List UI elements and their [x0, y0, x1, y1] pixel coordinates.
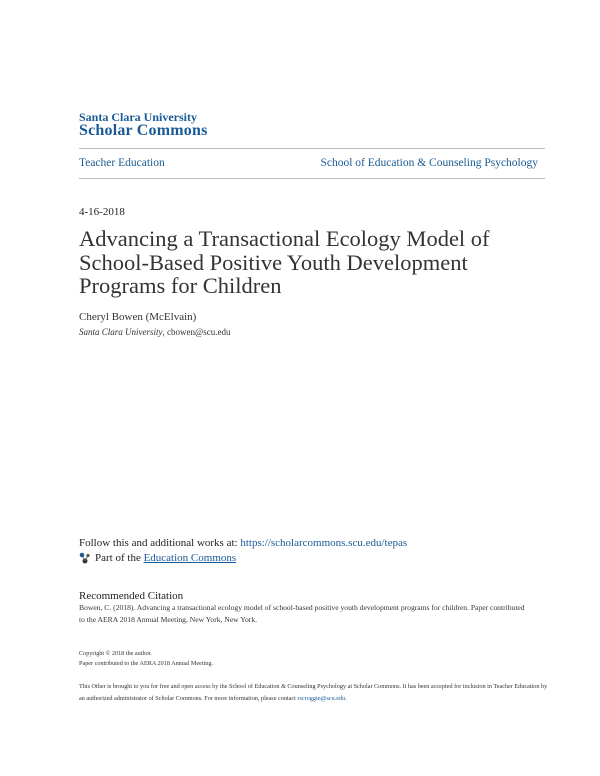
recommended-citation-text: Bowen, C. (2018). Advancing a transactional ecology model of school-based positive youth development programs for children. Paper contributed to the AERA 2018 Annual Meeting, New York, New York. [79, 603, 525, 624]
follow-prefix: Follow this and additional works at: [79, 537, 241, 549]
copyright-notice: Copyright © 2018 the author. [79, 650, 152, 657]
open-access-notice [79, 681, 549, 705]
recommended-citation-heading: Recommended Citation [79, 590, 184, 602]
part-of-line [79, 552, 236, 564]
university-name: Santa Clara University [79, 110, 197, 124]
contributed-notice: Paper contributed to the AERA 2018 Annual Meeting. [79, 660, 214, 667]
partof-prefix: Part of the [95, 552, 141, 564]
commons-network-icon [79, 552, 91, 564]
follow-line [79, 537, 407, 549]
divider-bottom [79, 178, 545, 179]
contact-email-link[interactable]: rscroggin@scu.edu [297, 695, 346, 702]
author-affiliation [79, 327, 231, 337]
school-of-education-link[interactable]: School of Education & Counseling Psychology [320, 157, 538, 169]
follow-url-link[interactable]: https://scholarcommons.scu.edu/tepas [240, 537, 408, 549]
notice-end: . [345, 695, 347, 702]
publication-date: 4-16-2018 [79, 206, 125, 218]
teacher-education-link[interactable]: Teacher Education [79, 157, 165, 169]
open-access-text: This Other is brought to you for free and open access by the School of Education & Counseling Psychology at Scholar Commons. It has been accepted for inclusion in Teacher Education by an authorized administrator of Scholar Commons. For more information, please contact [79, 683, 548, 702]
affiliation-email: , cbowen@scu.edu [162, 327, 231, 337]
repository-name[interactable]: Scholar Commons [79, 122, 208, 139]
education-commons-link[interactable]: Education Commons [143, 552, 237, 564]
affiliation-institution: Santa Clara University [79, 327, 163, 337]
paper-title: Advancing a Transactional Ecology Model of School-Based Positive Youth Development Programs for Children [79, 226, 490, 298]
author-name: Cheryl Bowen (McElvain) [79, 311, 197, 323]
divider-top [79, 148, 545, 149]
